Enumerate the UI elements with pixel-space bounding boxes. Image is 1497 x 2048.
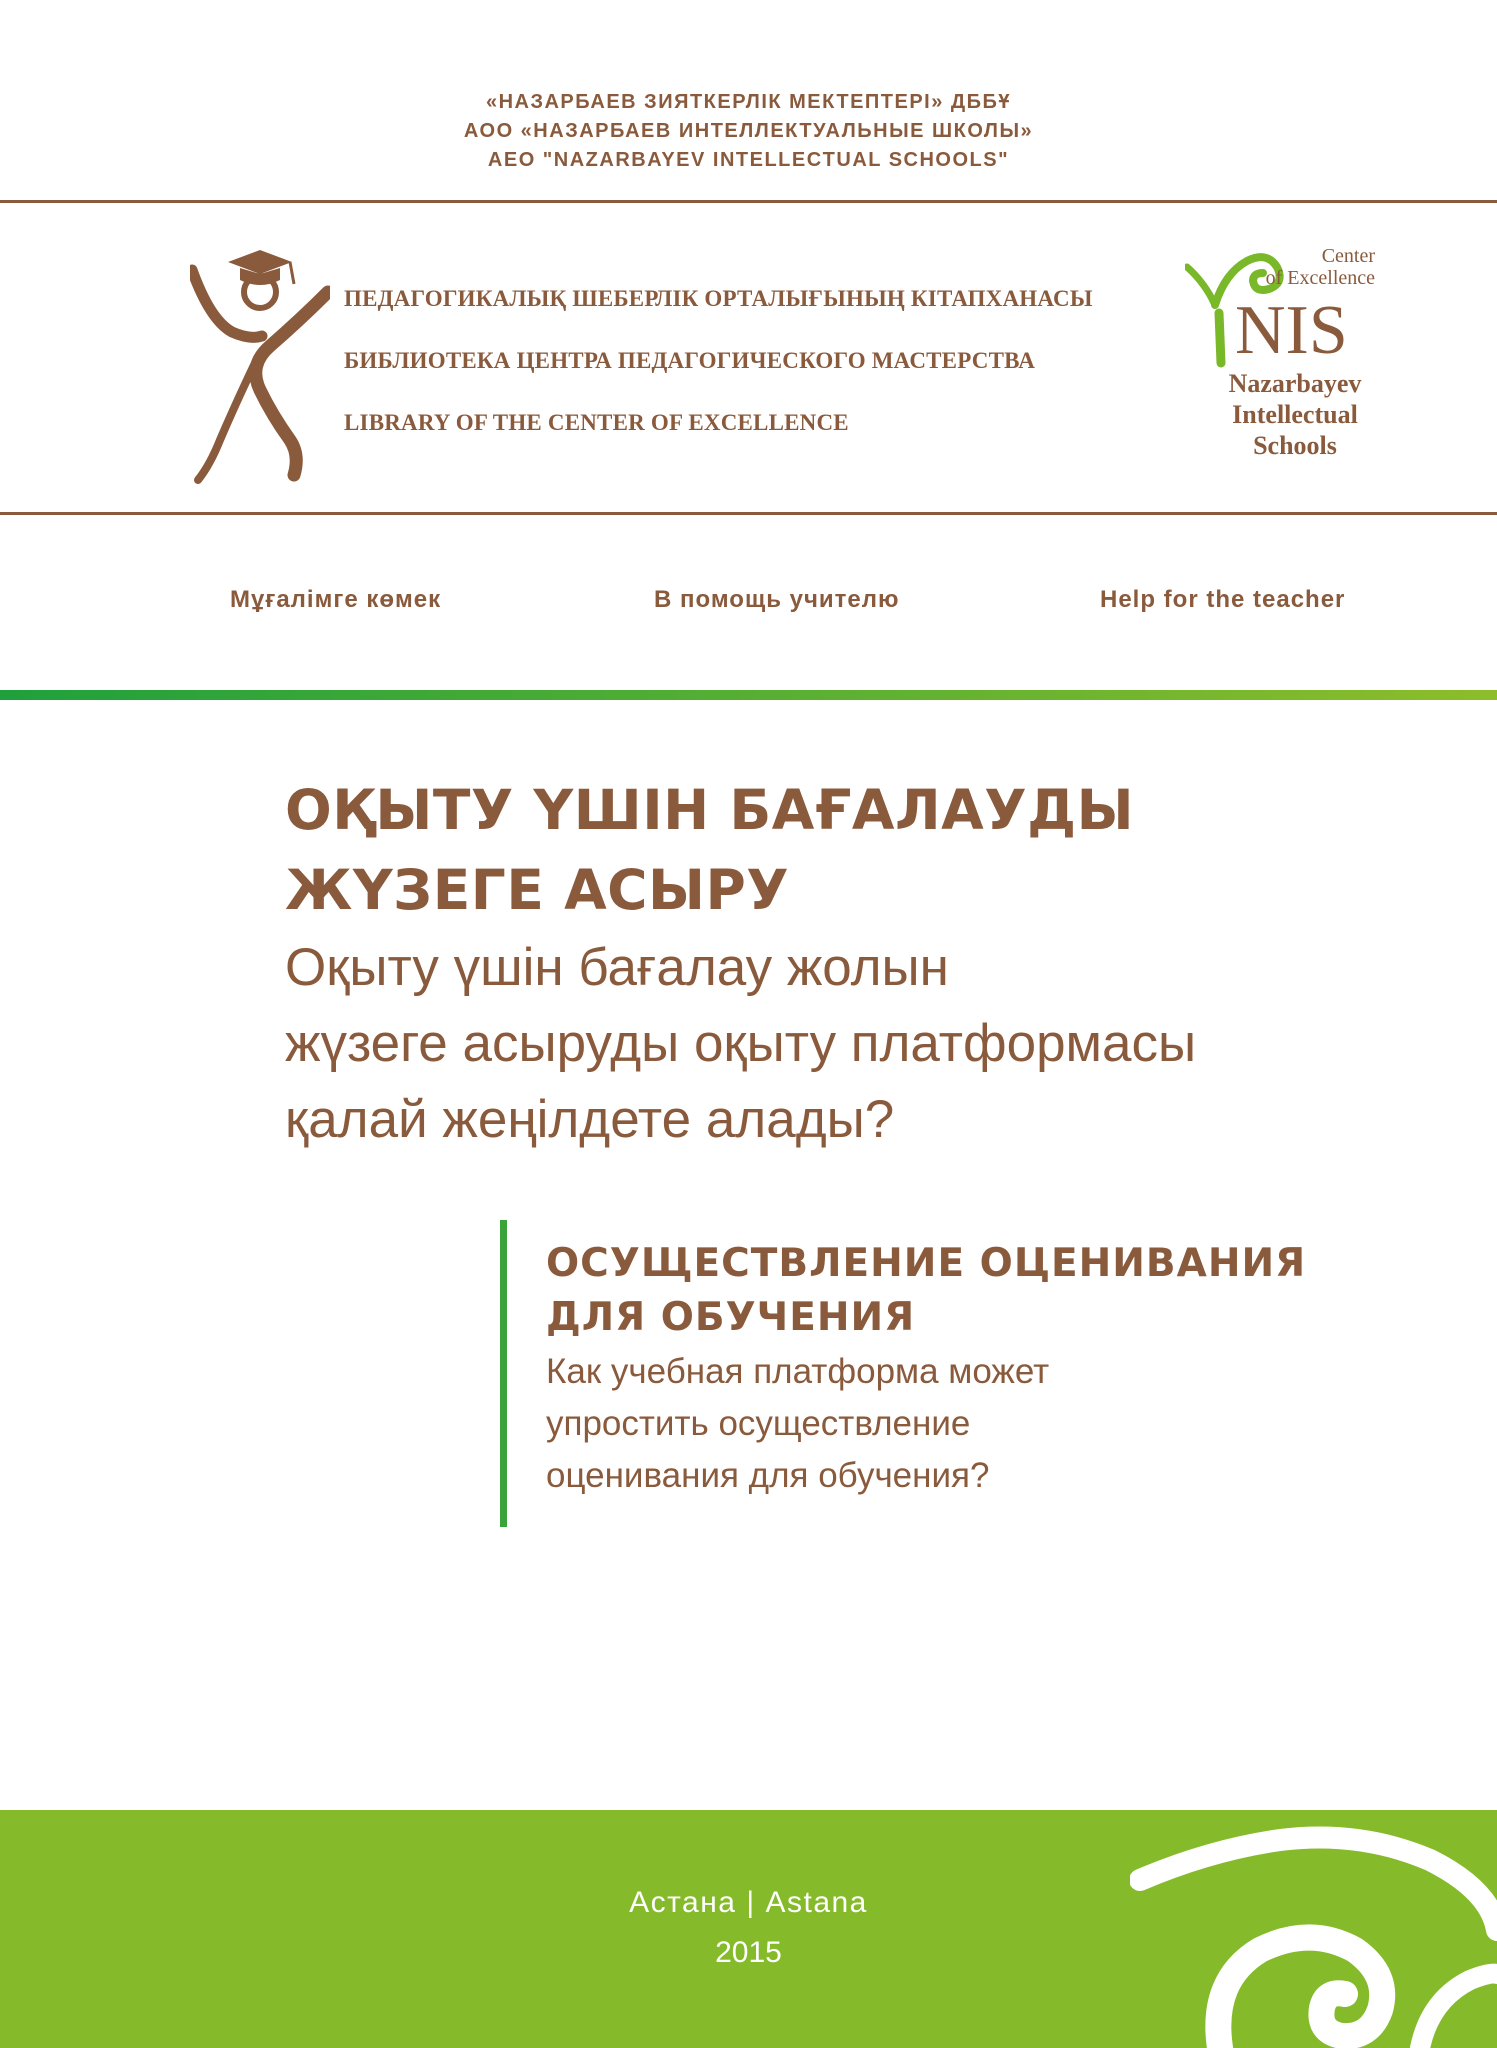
middle-divider [0, 512, 1497, 515]
library-name-kz: ПЕДАГОГИКАЛЫҚ ШЕБЕРЛІК ОРТАЛЫҒЫНЫҢ КІТАПХАНАСЫ [344, 286, 1093, 311]
footer-separator: | [746, 1886, 756, 1919]
ru-accent-bar [500, 1220, 507, 1527]
title-kz-main-line1: ОҚЫТУ ҮШІН БАҒАЛАУДЫ [285, 778, 1135, 842]
top-divider [0, 200, 1497, 203]
nis-name-line1: Nazarbayev [1228, 369, 1362, 398]
nis-logo [1185, 243, 1395, 473]
nis-center-line1: Center [1321, 245, 1375, 267]
title-ru-sub-line3: оценивания для обучения? [546, 1456, 990, 1495]
nis-abbreviation: NIS [1235, 292, 1348, 369]
title-ru-main-line1: ОСУЩЕСТВЛЕНИЕ ОЦЕНИВАНИЯ [546, 1241, 1307, 1286]
footer-year: 2015 [715, 1936, 782, 1969]
library-name-ru: БИБЛИОТЕКА ЦЕНТРА ПЕДАГОГИЧЕСКОГО МАСТЕРСТВА [344, 348, 1036, 373]
tagline-ru: В помощь учителю [654, 586, 900, 613]
title-kz-sub-line2: жүзеге асыруды оқыту платформасы [285, 1014, 1197, 1073]
footer-band [0, 1810, 1497, 2048]
teacher-figure-logo-icon [190, 240, 330, 485]
title-ru-sub-line2: упростить осуществление [546, 1404, 971, 1443]
footer-city-kz: Астана [629, 1886, 737, 1919]
footer-city-en: Astana [765, 1886, 868, 1919]
title-ru-sub-line1: Как учебная платформа может [546, 1352, 1050, 1391]
footer-place [0, 1886, 1497, 1920]
title-ru-block [546, 1237, 1446, 1501]
nis-name-line3: Schools [1253, 431, 1337, 460]
nis-center-line2: of Excellence [1265, 267, 1375, 289]
nis-name-line2: Intellectual [1232, 400, 1358, 429]
org-name-ru: АОО «НАЗАРБАЕВ ИНТЕЛЛЕКТУАЛЬНЫЕ ШКОЛЫ» [463, 120, 1034, 142]
title-kz-main-line2: ЖҮЗЕГЕ АСЫРУ [285, 858, 790, 922]
title-kz-sub-line1: Оқыту үшін бағалау жолын [285, 938, 949, 997]
library-names [344, 284, 1093, 470]
tagline-kz: Мұғалімге көмек [230, 586, 442, 613]
library-name-en: LIBRARY OF THE CENTER OF EXCELLENCE [344, 410, 849, 435]
title-kz-block [285, 770, 1435, 1158]
title-ru-main-line2: ДЛЯ ОБУЧЕНИЯ [546, 1295, 916, 1340]
org-name-kz: «НАЗАРБАЕВ ЗИЯТКЕРЛІК МЕКТЕПТЕРІ» ДББҰ [485, 91, 1012, 113]
green-gradient-divider [0, 690, 1497, 700]
tagline-en: Help for the teacher [1100, 586, 1346, 613]
ornament-swirl-icon [1130, 1810, 1497, 2048]
org-name-en: АЕО "NAZARBAYEV INTELLECTUAL SCHOOLS" [487, 149, 1010, 171]
title-kz-sub-line3: қалай жеңілдете алады? [285, 1090, 895, 1149]
organization-header [0, 88, 1497, 175]
